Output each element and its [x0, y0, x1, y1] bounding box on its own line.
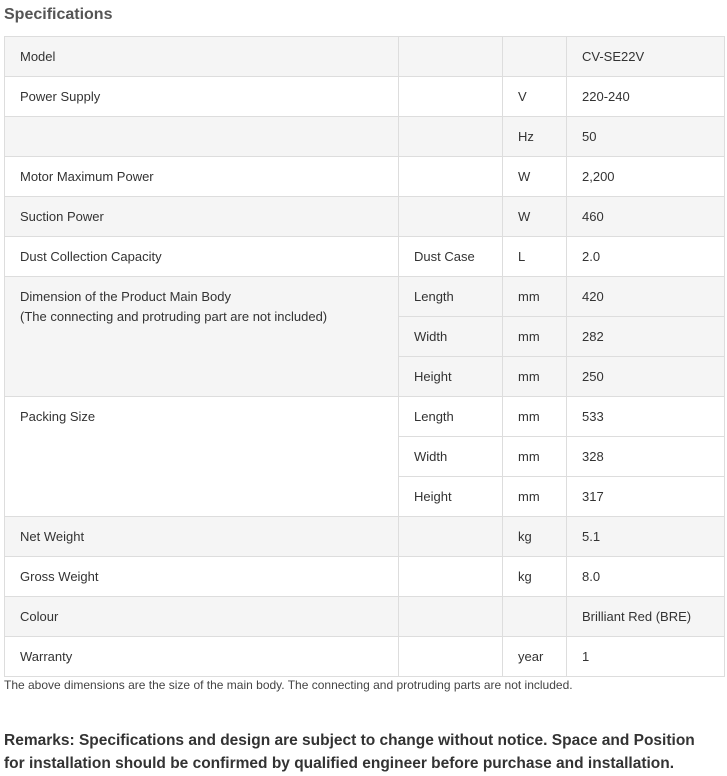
spec-unit: mm: [503, 277, 567, 317]
spec-unit: kg: [503, 557, 567, 597]
specifications-table: [4, 36, 725, 677]
spec-value: 5.1: [567, 517, 725, 557]
spec-value: Brilliant Red (BRE): [567, 597, 725, 637]
spec-unit: Hz: [503, 117, 567, 157]
spec-sublabel: Length: [399, 277, 503, 317]
spec-unit: kg: [503, 517, 567, 557]
spec-value: CV-SE22V: [567, 37, 725, 77]
spec-value: 1: [567, 637, 725, 677]
spec-value: 282: [567, 317, 725, 357]
spec-unit: year: [503, 637, 567, 677]
row-dust-capacity: [5, 237, 725, 277]
row-power-frequency: [5, 117, 725, 157]
spec-sublabel: Width: [399, 317, 503, 357]
dimension-note: The above dimensions are the size of the main body. The connecting and protruding parts are not included.: [4, 678, 573, 692]
row-colour: [5, 597, 725, 637]
spec-value: 2,200: [567, 157, 725, 197]
spec-value: 250: [567, 357, 725, 397]
spec-label-dimension: [5, 277, 399, 397]
spec-value: 50: [567, 117, 725, 157]
spec-label: Packing Size: [5, 397, 399, 517]
spec-value: 2.0: [567, 237, 725, 277]
spec-label-note: (The connecting and protruding part are not included): [20, 309, 328, 324]
row-packing-length: [5, 397, 725, 437]
spec-label: Dust Collection Capacity: [5, 237, 399, 277]
spec-unit: mm: [503, 397, 567, 437]
spec-unit: W: [503, 157, 567, 197]
row-gross-weight: [5, 557, 725, 597]
spec-unit: W: [503, 197, 567, 237]
spec-label: Suction Power: [5, 197, 399, 237]
spec-label: Model: [5, 37, 399, 77]
row-warranty: [5, 637, 725, 677]
spec-label: Motor Maximum Power: [5, 157, 399, 197]
spec-unit: mm: [503, 437, 567, 477]
remarks-text: Remarks: Specifications and design are subject to change without notice. Space and Position for installation should be confirmed by qualified engineer before purchase and installation.: [4, 732, 695, 772]
spec-sublabel: Dust Case: [399, 237, 503, 277]
row-model: [5, 37, 725, 77]
spec-sublabel: Width: [399, 437, 503, 477]
spec-label: Colour: [5, 597, 399, 637]
spec-label: Dimension of the Product Main Body: [20, 289, 231, 304]
spec-unit: mm: [503, 317, 567, 357]
row-motor-power: [5, 157, 725, 197]
spec-unit: mm: [503, 357, 567, 397]
spec-label: Warranty: [5, 637, 399, 677]
row-dimension-length: [5, 277, 725, 317]
row-suction-power: [5, 197, 725, 237]
spec-sublabel: Height: [399, 477, 503, 517]
spec-value: 317: [567, 477, 725, 517]
spec-unit: L: [503, 237, 567, 277]
spec-label: Gross Weight: [5, 557, 399, 597]
page-title: Specifications: [4, 6, 113, 23]
spec-label: Net Weight: [5, 517, 399, 557]
spec-label: Power Supply: [5, 77, 399, 117]
spec-unit: mm: [503, 477, 567, 517]
spec-sublabel: Height: [399, 357, 503, 397]
spec-value: 8.0: [567, 557, 725, 597]
row-net-weight: [5, 517, 725, 557]
spec-value: 420: [567, 277, 725, 317]
spec-value: 328: [567, 437, 725, 477]
spec-unit: V: [503, 77, 567, 117]
spec-sublabel: Length: [399, 397, 503, 437]
row-power-supply: [5, 77, 725, 117]
spec-value: 220-240: [567, 77, 725, 117]
spec-value: 533: [567, 397, 725, 437]
spec-value: 460: [567, 197, 725, 237]
